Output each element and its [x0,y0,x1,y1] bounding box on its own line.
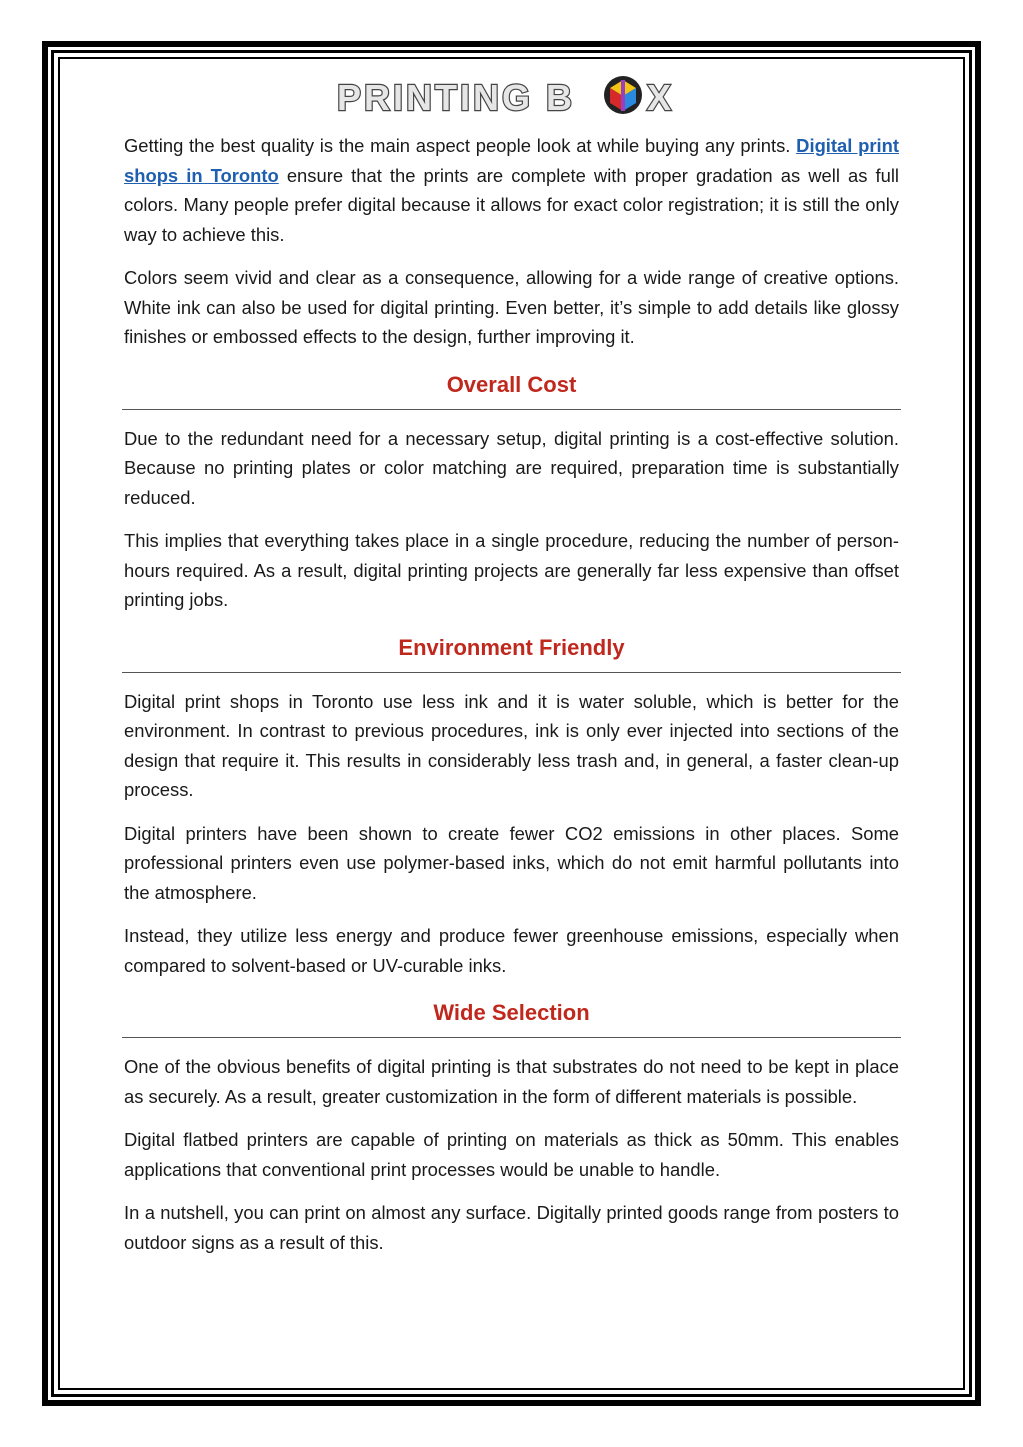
article-body [124,131,899,1271]
environment-paragraph-1: Digital print shops in Toronto use less ink and it is water soluble, which is better for the environment. In contrast to previous procedures, ink is only ever injected into sections of the design that require it. This results in considerably less trash and, in general, a faster clean-up process. [124,690,899,800]
intro-paragraph-1: Getting the best quality is the main aspect people look at while buying any prints. Digital print shops in Toronto ensure that the prints are complete with proper gradation as well as full colors. Many people prefer digital because it allows for exact color registration; it is still the only way to achieve this. [124,135,899,245]
logo-text-right: X [647,77,672,118]
wide-selection-paragraph-3: In a nutshell, you can print on almost any surface. Digitally printed goods range from posters to outdoor signs as a result of this. [124,1202,899,1253]
wide-selection-paragraph-1: One of the obvious benefits of digital printing is that substrates do not need to be kept in place as securely. As a result, greater customization in the form of different materials is possible. [124,1056,899,1107]
logo-text-left: PRINTING B [337,77,576,118]
section-heading-environment-friendly: Environment Friendly [122,629,901,673]
digital-print-shops-link[interactable]: Digital print shops in Toronto [124,135,899,186]
environment-paragraph-2: Digital printers have been shown to create fewer CO2 emissions in other places. Some professional printers even use polymer-based inks, which do not emit harmful pollutants into the atmosphere. [124,822,899,903]
logo-box-icon [604,76,642,114]
section-heading-wide-selection: Wide Selection [122,994,901,1038]
overall-cost-paragraph-2: This implies that everything takes place in a single procedure, reducing the number of person-hours required. As a result, digital printing projects are generally far less expensive than offset printing jobs. [124,530,899,610]
intro-paragraph-2: Colors seem vivid and clear as a consequence, allowing for a wide range of creative options. White ink can also be used for digital printing. Even better, it’s simple to add details like glossy finishes or embossed effects to the design, further improving it. [124,267,899,347]
overall-cost-paragraph-1: Due to the redundant need for a necessary setup, digital printing is a cost-effective solution. Because no printing plates or color matching are required, preparation time is substantially reduced. [124,427,899,508]
section-heading-overall-cost: Overall Cost [122,366,901,410]
environment-paragraph-3: Instead, they utilize less energy and produce fewer greenhouse emissions, especially when compared to solvent-based or UV-curable inks. [124,925,899,976]
wide-selection-paragraph-2: Digital flatbed printers are capable of printing on materials as thick as 50mm. This enables applications that conventional print processes would be unable to handle. [124,1129,899,1180]
printing-box-logo [335,74,687,118]
